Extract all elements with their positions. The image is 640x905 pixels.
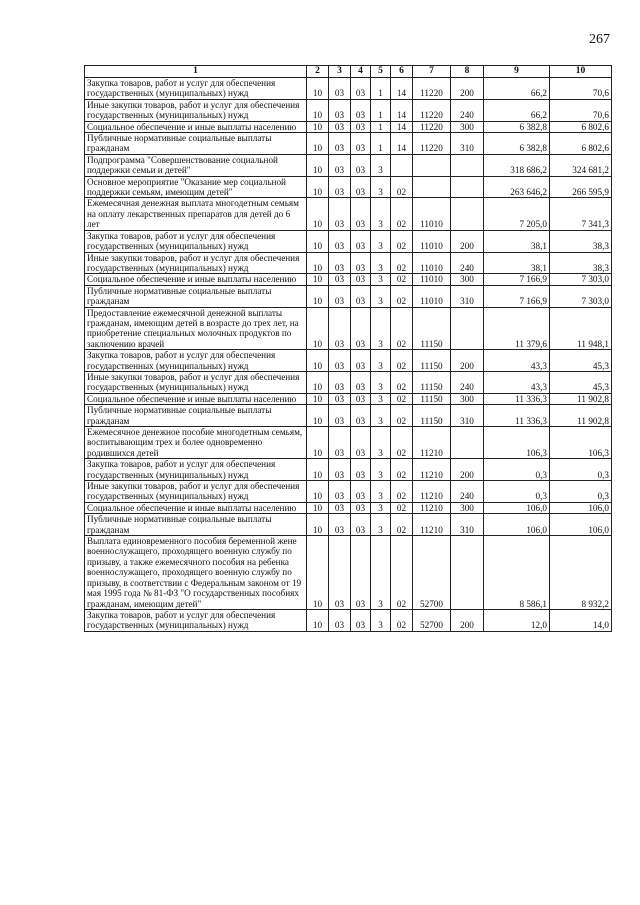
table-row — [85, 198, 612, 230]
col-10-cell: 6 802,6 — [550, 121, 612, 132]
col-6-cell: 02 — [391, 176, 413, 198]
col-7-cell: 11220 — [413, 121, 451, 132]
table-row — [85, 78, 612, 100]
col-6-cell: 14 — [391, 133, 413, 155]
col-4-cell: 03 — [351, 427, 371, 459]
col-5-cell: 3 — [371, 459, 391, 481]
col-5-cell: 3 — [371, 371, 391, 393]
col-3-cell: 03 — [329, 405, 351, 427]
col-8-cell: 310 — [451, 285, 484, 307]
col-10-cell: 6 802,6 — [550, 133, 612, 155]
col-10-cell: 266 595,9 — [550, 176, 612, 198]
col-4-cell: 03 — [351, 481, 371, 503]
col-6-cell: 02 — [391, 252, 413, 274]
col-6-cell: 02 — [391, 427, 413, 459]
col-4-cell: 03 — [351, 198, 371, 230]
row-name-cell: Публичные нормативные социальные выплаты гражданам — [85, 285, 307, 307]
row-name-cell: Закупка товаров, работ и услуг для обеспечения государственных (муниципальных) нужд — [85, 459, 307, 481]
col-10-cell: 38,3 — [550, 252, 612, 274]
col-header-5: 5 — [371, 66, 391, 78]
col-3-cell: 03 — [329, 536, 351, 610]
row-name-cell: Социальное обеспечение и иные выплаты населению — [85, 502, 307, 513]
col-10-cell: 324 681,2 — [550, 154, 612, 176]
col-3-cell: 03 — [329, 459, 351, 481]
col-header-2: 2 — [307, 66, 329, 78]
col-3-cell: 03 — [329, 502, 351, 513]
table-row — [85, 121, 612, 132]
col-8-cell — [451, 176, 484, 198]
col-4-cell: 03 — [351, 252, 371, 274]
col-4-cell: 03 — [351, 514, 371, 536]
col-8-cell: 310 — [451, 405, 484, 427]
col-5-cell: 3 — [371, 252, 391, 274]
row-name-cell: Иные закупки товаров, работ и услуг для обеспечения государственных (муниципальных) нужд — [85, 481, 307, 503]
col-5-cell: 1 — [371, 121, 391, 132]
col-2-cell: 10 — [307, 285, 329, 307]
col-6-cell: 02 — [391, 502, 413, 513]
col-10-cell: 0,3 — [550, 481, 612, 503]
col-2-cell: 10 — [307, 371, 329, 393]
row-name-cell: Иные закупки товаров, работ и услуг для обеспечения государственных (муниципальных) нужд — [85, 252, 307, 274]
col-10-cell: 106,0 — [550, 514, 612, 536]
row-name-cell: Закупка товаров, работ и услуг для обеспечения государственных (муниципальных) нужд — [85, 78, 307, 100]
col-4-cell: 03 — [351, 176, 371, 198]
col-9-cell: 43,3 — [484, 371, 550, 393]
col-2-cell: 10 — [307, 459, 329, 481]
col-7-cell: 11150 — [413, 307, 451, 350]
table-row — [85, 350, 612, 372]
col-7-cell: 11220 — [413, 78, 451, 100]
col-6-cell: 02 — [391, 307, 413, 350]
col-9-cell: 106,0 — [484, 502, 550, 513]
col-6-cell — [391, 154, 413, 176]
col-5-cell: 3 — [371, 230, 391, 252]
col-3-cell: 03 — [329, 99, 351, 121]
col-7-cell: 11210 — [413, 514, 451, 536]
col-7-cell: 11010 — [413, 274, 451, 285]
col-5-cell: 1 — [371, 78, 391, 100]
col-2-cell: 10 — [307, 350, 329, 372]
col-8-cell: 200 — [451, 350, 484, 372]
col-3-cell: 03 — [329, 230, 351, 252]
col-9-cell: 6 382,8 — [484, 133, 550, 155]
col-4-cell: 03 — [351, 609, 371, 631]
row-name-cell: Публичные нормативные социальные выплаты гражданам — [85, 514, 307, 536]
table-row — [85, 176, 612, 198]
col-5-cell: 3 — [371, 176, 391, 198]
table-row — [85, 393, 612, 404]
col-7-cell: 11210 — [413, 459, 451, 481]
col-4-cell: 03 — [351, 307, 371, 350]
table-row — [85, 252, 612, 274]
col-2-cell: 10 — [307, 307, 329, 350]
col-3-cell: 03 — [329, 176, 351, 198]
table-row — [85, 154, 612, 176]
col-3-cell: 03 — [329, 609, 351, 631]
col-4-cell: 03 — [351, 459, 371, 481]
col-2-cell: 10 — [307, 481, 329, 503]
col-8-cell: 200 — [451, 609, 484, 631]
col-8-cell — [451, 307, 484, 350]
row-name-cell: Иные закупки товаров, работ и услуг для обеспечения государственных (муниципальных) нужд — [85, 99, 307, 121]
col-3-cell: 03 — [329, 198, 351, 230]
col-2-cell: 10 — [307, 198, 329, 230]
col-5-cell: 3 — [371, 350, 391, 372]
col-header-1: 1 — [85, 66, 307, 78]
col-header-8: 8 — [451, 66, 484, 78]
col-9-cell: 8 586,1 — [484, 536, 550, 610]
col-4-cell: 03 — [351, 502, 371, 513]
col-6-cell: 02 — [391, 481, 413, 503]
col-3-cell: 03 — [329, 285, 351, 307]
col-7-cell: 11210 — [413, 481, 451, 503]
col-8-cell: 200 — [451, 459, 484, 481]
col-9-cell: 38,1 — [484, 230, 550, 252]
col-2-cell: 10 — [307, 154, 329, 176]
col-8-cell: 200 — [451, 230, 484, 252]
col-8-cell — [451, 536, 484, 610]
col-3-cell: 03 — [329, 252, 351, 274]
col-3-cell: 03 — [329, 481, 351, 503]
col-4-cell: 03 — [351, 405, 371, 427]
col-9-cell: 38,1 — [484, 252, 550, 274]
col-8-cell: 300 — [451, 121, 484, 132]
table-body — [85, 78, 612, 632]
col-2-cell: 10 — [307, 427, 329, 459]
col-9-cell: 263 646,2 — [484, 176, 550, 198]
table-row — [85, 133, 612, 155]
col-5-cell: 3 — [371, 405, 391, 427]
col-3-cell: 03 — [329, 274, 351, 285]
col-3-cell: 03 — [329, 133, 351, 155]
col-8-cell: 240 — [451, 252, 484, 274]
col-10-cell: 0,3 — [550, 459, 612, 481]
col-2-cell: 10 — [307, 393, 329, 404]
col-header-9: 9 — [484, 66, 550, 78]
col-5-cell: 3 — [371, 274, 391, 285]
col-9-cell: 11 336,3 — [484, 405, 550, 427]
col-5-cell: 3 — [371, 514, 391, 536]
col-header-6: 6 — [391, 66, 413, 78]
col-4-cell: 03 — [351, 371, 371, 393]
col-2-cell: 10 — [307, 121, 329, 132]
col-3-cell: 03 — [329, 393, 351, 404]
col-10-cell: 45,3 — [550, 371, 612, 393]
col-3-cell: 03 — [329, 121, 351, 132]
col-6-cell: 14 — [391, 78, 413, 100]
table-row — [85, 427, 612, 459]
col-7-cell — [413, 154, 451, 176]
col-9-cell: 43,3 — [484, 350, 550, 372]
col-8-cell — [451, 154, 484, 176]
col-7-cell: 11010 — [413, 198, 451, 230]
col-10-cell: 45,3 — [550, 350, 612, 372]
row-name-cell: Публичные нормативные социальные выплаты гражданам — [85, 133, 307, 155]
table-header-row — [85, 66, 612, 78]
col-6-cell: 02 — [391, 405, 413, 427]
col-9-cell: 66,2 — [484, 78, 550, 100]
col-header-3: 3 — [329, 66, 351, 78]
page-number: 267 — [589, 32, 610, 47]
table-row — [85, 274, 612, 285]
col-2-cell: 10 — [307, 405, 329, 427]
col-9-cell: 106,0 — [484, 514, 550, 536]
table-row — [85, 502, 612, 513]
col-7-cell: 11220 — [413, 133, 451, 155]
col-6-cell: 14 — [391, 121, 413, 132]
row-name-cell: Закупка товаров, работ и услуг для обеспечения государственных (муниципальных) нужд — [85, 609, 307, 631]
col-9-cell: 66,2 — [484, 99, 550, 121]
col-8-cell: 310 — [451, 133, 484, 155]
col-5-cell: 3 — [371, 427, 391, 459]
col-9-cell: 7 166,9 — [484, 274, 550, 285]
col-2-cell: 10 — [307, 536, 329, 610]
col-9-cell: 0,3 — [484, 481, 550, 503]
col-10-cell: 11 902,8 — [550, 405, 612, 427]
col-7-cell: 11010 — [413, 285, 451, 307]
col-10-cell: 8 932,2 — [550, 536, 612, 610]
col-6-cell: 02 — [391, 285, 413, 307]
col-8-cell: 240 — [451, 99, 484, 121]
table-row — [85, 285, 612, 307]
col-2-cell: 10 — [307, 133, 329, 155]
col-6-cell: 02 — [391, 198, 413, 230]
col-5-cell: 3 — [371, 307, 391, 350]
col-8-cell: 240 — [451, 371, 484, 393]
col-9-cell: 318 686,2 — [484, 154, 550, 176]
col-9-cell: 0,3 — [484, 459, 550, 481]
col-2-cell: 10 — [307, 252, 329, 274]
col-9-cell: 11 379,6 — [484, 307, 550, 350]
col-7-cell: 11210 — [413, 502, 451, 513]
col-2-cell: 10 — [307, 502, 329, 513]
col-2-cell: 10 — [307, 78, 329, 100]
col-6-cell: 02 — [391, 393, 413, 404]
col-10-cell: 106,0 — [550, 502, 612, 513]
col-10-cell: 70,6 — [550, 78, 612, 100]
col-9-cell: 106,3 — [484, 427, 550, 459]
col-7-cell: 11010 — [413, 252, 451, 274]
budget-table — [84, 65, 612, 632]
table-row — [85, 230, 612, 252]
col-4-cell: 03 — [351, 133, 371, 155]
row-name-cell: Ежемесячная денежная выплата многодетным семьям на оплату лекарственных препаратов для детей до 6 лет — [85, 198, 307, 230]
col-5-cell: 3 — [371, 536, 391, 610]
col-9-cell: 6 382,8 — [484, 121, 550, 132]
col-9-cell: 11 336,3 — [484, 393, 550, 404]
col-8-cell: 300 — [451, 274, 484, 285]
col-7-cell: 11210 — [413, 427, 451, 459]
col-2-cell: 10 — [307, 99, 329, 121]
table-row — [85, 99, 612, 121]
col-4-cell: 03 — [351, 78, 371, 100]
col-10-cell: 70,6 — [550, 99, 612, 121]
col-4-cell: 03 — [351, 121, 371, 132]
col-6-cell: 02 — [391, 274, 413, 285]
col-3-cell: 03 — [329, 78, 351, 100]
col-3-cell: 03 — [329, 154, 351, 176]
row-name-cell: Выплата единовременного пособия беременной жене военнослужащего, проходящего военную службу по призыву, а также ежемесячного пособия на ребенка военнослужащего, проходящего военную службу по призыву, в соответствии с Федеральным законом от 19 мая 1995 года № 81-ФЗ "О государственных пособиях гражданам, имеющим детей" — [85, 536, 307, 610]
col-2-cell: 10 — [307, 609, 329, 631]
col-7-cell — [413, 176, 451, 198]
col-7-cell: 52700 — [413, 536, 451, 610]
col-10-cell: 38,3 — [550, 230, 612, 252]
col-5-cell: 3 — [371, 609, 391, 631]
row-name-cell: Закупка товаров, работ и услуг для обеспечения государственных (муниципальных) нужд — [85, 350, 307, 372]
col-5-cell: 3 — [371, 154, 391, 176]
col-10-cell: 11 902,8 — [550, 393, 612, 404]
col-6-cell: 02 — [391, 371, 413, 393]
col-6-cell: 02 — [391, 459, 413, 481]
row-name-cell: Социальное обеспечение и иные выплаты населению — [85, 393, 307, 404]
col-3-cell: 03 — [329, 427, 351, 459]
col-6-cell: 02 — [391, 536, 413, 610]
col-4-cell: 03 — [351, 285, 371, 307]
col-4-cell: 03 — [351, 274, 371, 285]
col-3-cell: 03 — [329, 350, 351, 372]
col-6-cell: 14 — [391, 99, 413, 121]
table-row — [85, 481, 612, 503]
col-5-cell: 3 — [371, 285, 391, 307]
col-6-cell: 02 — [391, 514, 413, 536]
col-6-cell: 02 — [391, 230, 413, 252]
col-7-cell: 11150 — [413, 371, 451, 393]
col-3-cell: 03 — [329, 307, 351, 350]
col-5-cell: 1 — [371, 133, 391, 155]
col-header-10: 10 — [550, 66, 612, 78]
col-8-cell: 200 — [451, 78, 484, 100]
col-8-cell: 300 — [451, 393, 484, 404]
col-5-cell: 3 — [371, 393, 391, 404]
table-row — [85, 405, 612, 427]
col-6-cell: 02 — [391, 350, 413, 372]
col-5-cell: 3 — [371, 481, 391, 503]
col-10-cell: 7 303,0 — [550, 285, 612, 307]
row-name-cell: Закупка товаров, работ и услуг для обеспечения государственных (муниципальных) нужд — [85, 230, 307, 252]
row-name-cell: Публичные нормативные социальные выплаты гражданам — [85, 405, 307, 427]
col-2-cell: 10 — [307, 230, 329, 252]
table-row — [85, 459, 612, 481]
col-2-cell: 10 — [307, 176, 329, 198]
col-9-cell: 7 205,0 — [484, 198, 550, 230]
col-10-cell: 7 341,3 — [550, 198, 612, 230]
col-4-cell: 03 — [351, 393, 371, 404]
col-9-cell: 12,0 — [484, 609, 550, 631]
table-row — [85, 514, 612, 536]
col-10-cell: 7 303,0 — [550, 274, 612, 285]
col-8-cell: 240 — [451, 481, 484, 503]
row-name-cell: Иные закупки товаров, работ и услуг для обеспечения государственных (муниципальных) нужд — [85, 371, 307, 393]
row-name-cell: Ежемесячное денежное пособие многодетным семьям, воспитывающим трех и более одновременно родившихся детей — [85, 427, 307, 459]
col-8-cell — [451, 427, 484, 459]
col-3-cell: 03 — [329, 371, 351, 393]
col-9-cell: 7 166,9 — [484, 285, 550, 307]
table-row — [85, 371, 612, 393]
col-7-cell: 11220 — [413, 99, 451, 121]
col-5-cell: 3 — [371, 502, 391, 513]
col-10-cell: 106,3 — [550, 427, 612, 459]
col-2-cell: 10 — [307, 514, 329, 536]
col-10-cell: 11 948,1 — [550, 307, 612, 350]
col-4-cell: 03 — [351, 350, 371, 372]
col-8-cell: 300 — [451, 502, 484, 513]
col-4-cell: 03 — [351, 99, 371, 121]
row-name-cell: Социальное обеспечение и иные выплаты населению — [85, 274, 307, 285]
col-3-cell: 03 — [329, 514, 351, 536]
col-6-cell: 02 — [391, 609, 413, 631]
row-name-cell: Основное мероприятие "Оказание мер социальной поддержки семьям, имеющим детей" — [85, 176, 307, 198]
col-8-cell — [451, 198, 484, 230]
col-7-cell: 11150 — [413, 393, 451, 404]
table-row — [85, 609, 612, 631]
table-row — [85, 536, 612, 610]
row-name-cell: Предоставление ежемесячной денежной выплаты гражданам, имеющим детей в возрасте до трех лет, на приобретение специальных молочных продуктов по заключению врачей — [85, 307, 307, 350]
row-name-cell: Подпрограмма "Совершенствование социальной поддержки семьи и детей" — [85, 154, 307, 176]
col-4-cell: 03 — [351, 154, 371, 176]
col-2-cell: 10 — [307, 274, 329, 285]
col-7-cell: 52700 — [413, 609, 451, 631]
col-4-cell: 03 — [351, 230, 371, 252]
table-row — [85, 307, 612, 350]
col-5-cell: 1 — [371, 99, 391, 121]
col-4-cell: 03 — [351, 536, 371, 610]
col-7-cell: 11150 — [413, 405, 451, 427]
col-8-cell: 310 — [451, 514, 484, 536]
col-header-4: 4 — [351, 66, 371, 78]
col-7-cell: 11150 — [413, 350, 451, 372]
col-10-cell: 14,0 — [550, 609, 612, 631]
row-name-cell: Социальное обеспечение и иные выплаты населению — [85, 121, 307, 132]
col-5-cell: 3 — [371, 198, 391, 230]
col-header-7: 7 — [413, 66, 451, 78]
col-7-cell: 11010 — [413, 230, 451, 252]
